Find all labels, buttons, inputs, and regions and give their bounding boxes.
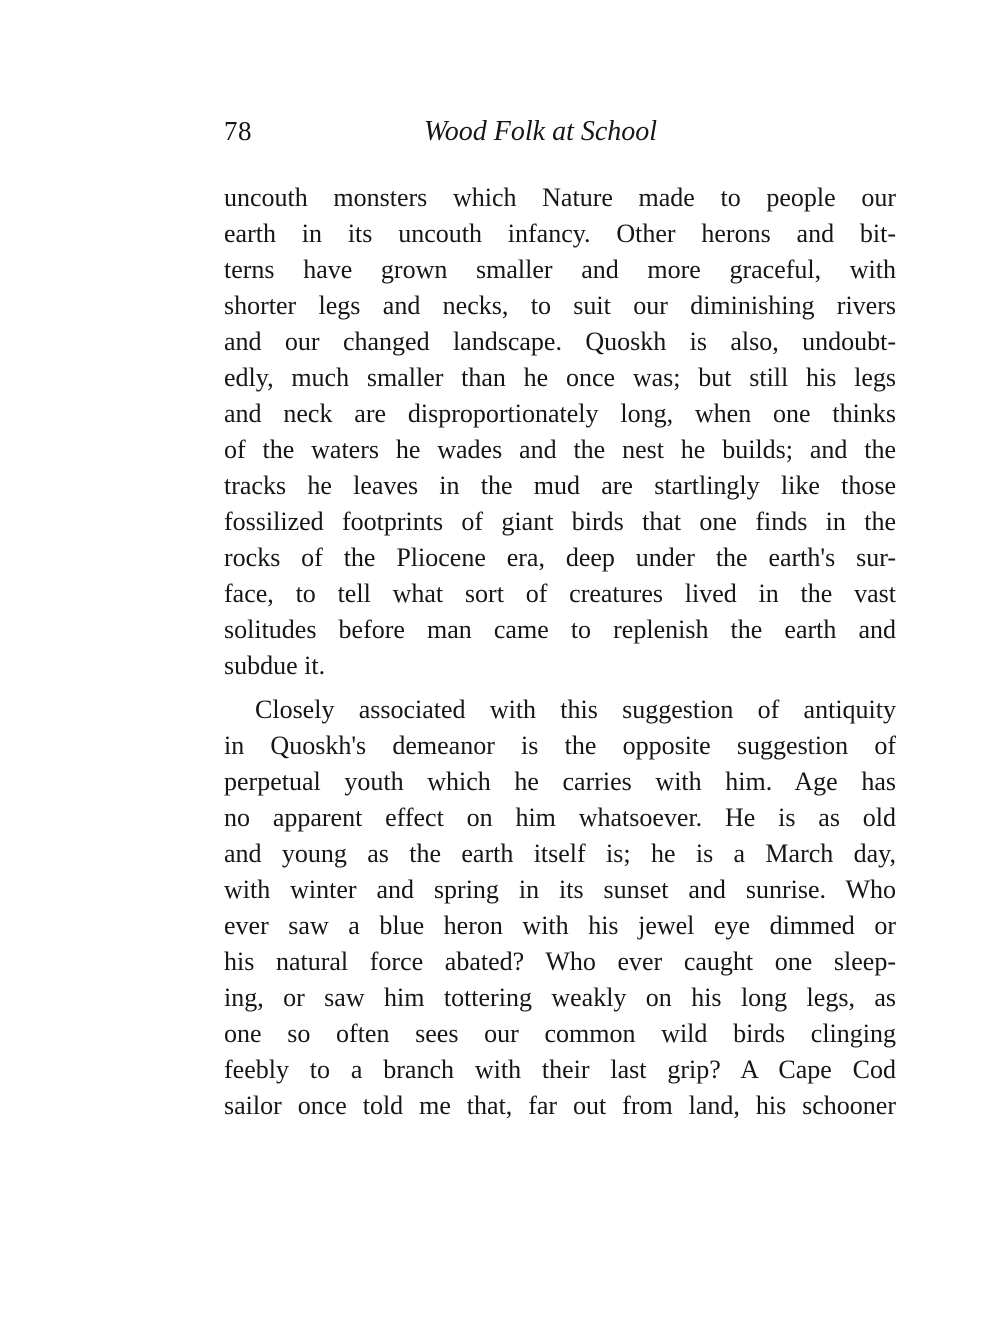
text-line: uncouth monsters which Nature made to people our [224,183,896,212]
text-line: perpetual youth which he carries with him. Age has [224,767,896,796]
running-head [224,112,896,156]
text-line: face, to tell what sort of creatures lived in the vast [224,579,896,608]
paragraph-1 [224,180,896,684]
text-line: of the waters he wades and the nest he builds; and the [224,435,896,464]
text-line: edly, much smaller than he once was; but still his legs [224,363,896,392]
text-line: no apparent effect on him whatsoever. He is as old [224,803,896,832]
text-line: fossilized footprints of giant birds that one finds in the [224,507,896,536]
text-line: ever saw a blue heron with his jewel eye dimmed or [224,911,896,940]
text-line: and neck are disproportionately long, when one thinks [224,399,896,428]
text-line: subdue it. [224,651,326,680]
page-number: 78 [224,116,252,146]
text-line: sailor once told me that, far out from land, his schooner [224,1091,896,1120]
text-line: his natural force abated? Who ever caught one sleep- [224,947,896,976]
text-line: rocks of the Pliocene era, deep under the earth's sur- [224,543,896,572]
text-line: solitudes before man came to replenish the earth and [224,615,896,644]
text-line: one so often sees our common wild birds clinging [224,1019,896,1048]
text-line: Closely associated with this suggestion of antiquity [255,695,896,724]
text-line: shorter legs and necks, to suit our diminishing rivers [224,291,896,320]
text-line: earth in its uncouth infancy. Other herons and bit- [224,219,896,248]
text-line: and young as the earth itself is; he is a March day, [224,839,896,868]
text-line: ing, or saw him tottering weakly on his long legs, as [224,983,896,1012]
text-line: terns have grown smaller and more graceful, with [224,255,896,284]
body-text [224,180,896,1124]
paragraph-2 [224,692,896,1124]
text-line: tracks he leaves in the mud are startlingly like those [224,471,896,500]
paragraph-gap [224,684,896,692]
running-title: Wood Folk at School [424,116,658,147]
text-line: in Quoskh's demeanor is the opposite suggestion of [224,731,896,760]
text-line: feebly to a branch with their last grip? A Cape Cod [224,1055,896,1084]
text-line: and our changed landscape. Quoskh is also, undoubt- [224,327,896,356]
text-line: with winter and spring in its sunset and sunrise. Who [224,875,896,904]
